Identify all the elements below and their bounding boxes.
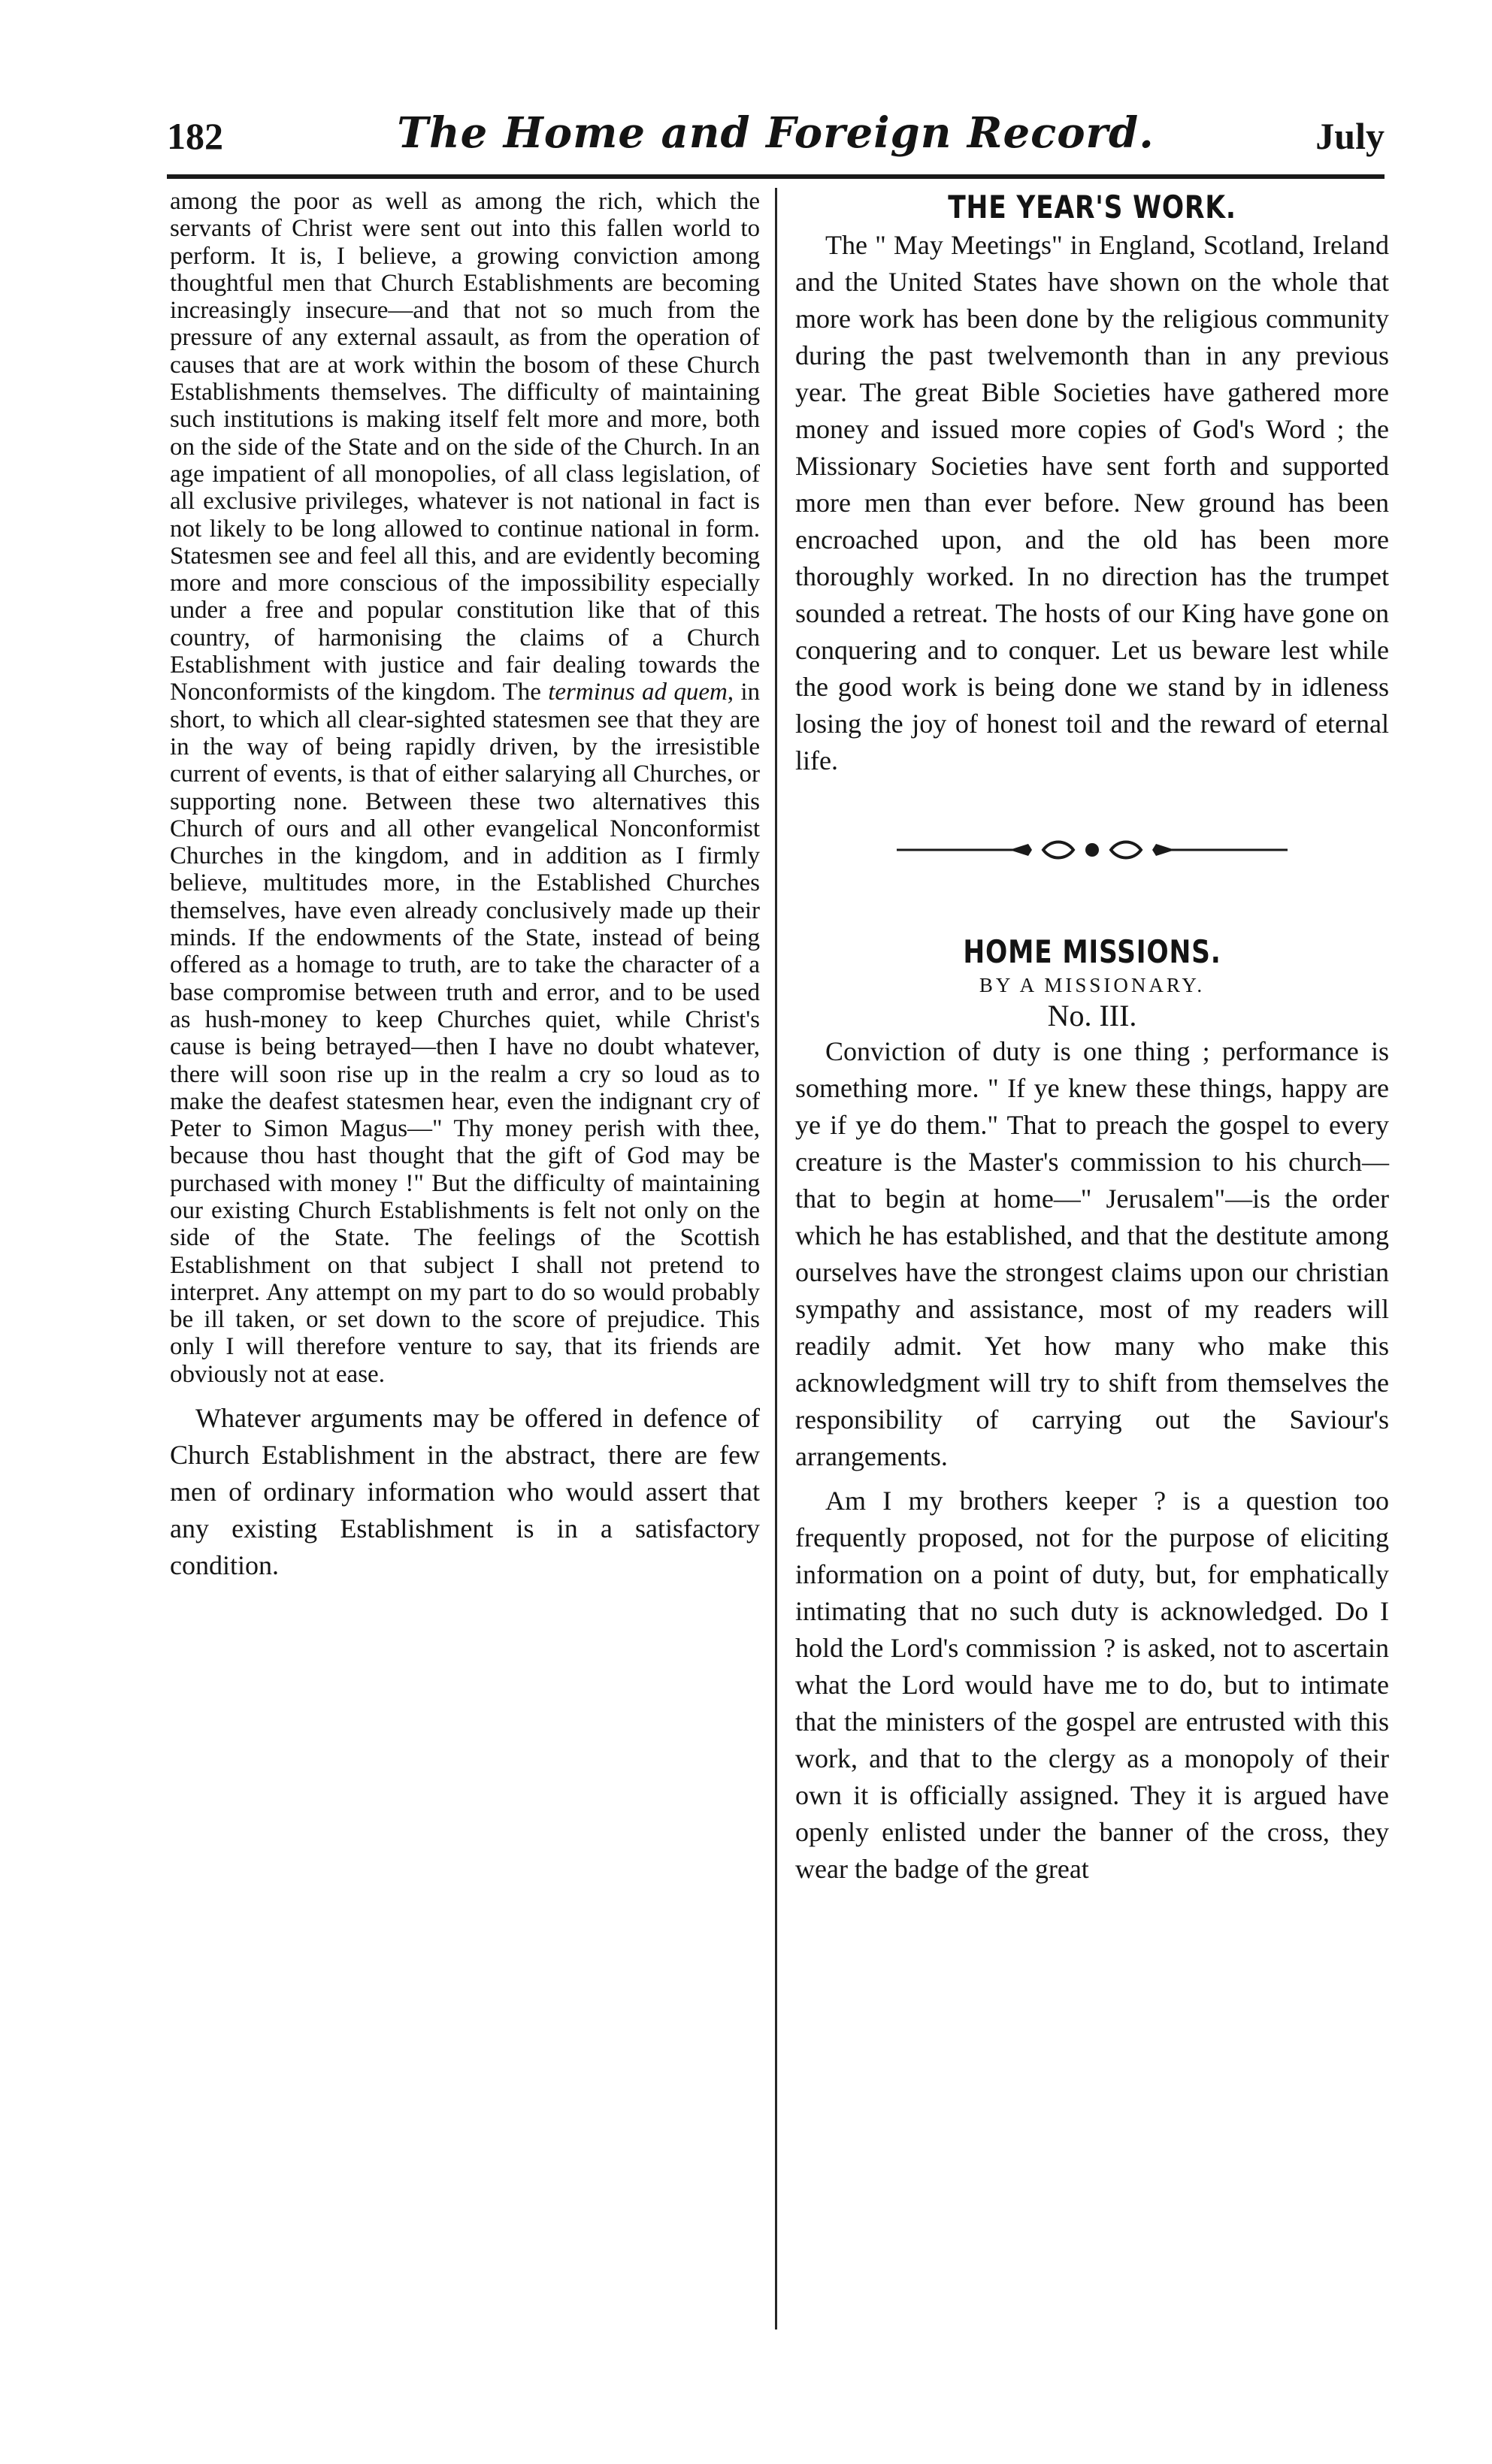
header-rule: [167, 174, 1385, 179]
column-divider: [775, 188, 777, 2329]
running-head: [167, 105, 1385, 173]
page-number: 182: [167, 115, 223, 157]
journal-title: The Home and Foreign Record.: [397, 108, 1155, 158]
home-missions-paragraph: Conviction of duty is one thing ; performance is something more. " If ye knew these things, happy are ye if ye do them." That to preach the gospel to every creature is the Master's commission to his church—that to begin at home—" Jerusalem"—is the order which he has established, and that the destitute among ourselves have the strongest claims upon our christian sympathy and assistance, most of my readers will readily admit. Yet how many who make this acknowledgment will try to shift from themselves the responsibility of carrying out the Saviour's arrangements.: [795, 1036, 1389, 1471]
left-column: [170, 188, 760, 1584]
decorative-rule-ornament-icon: [897, 835, 1288, 865]
home-missions-paragraph: Am I my brothers keeper ? is a question too frequently proposed, not for the purpose of eliciting information on a point of duty, but, for emphatically intimating that no such duty is acknowledged. Do I hold the Lord's commission ? is asked, not to ascertain what the Lord would have me to do, but to intimate that the ministers of the gospel are entrusted with this work, and that to the clergy as a monopoly of their own it is officially assigned. They it is argued have openly enlisted under the banner of the cross, they wear the badge of the great: [795, 1486, 1389, 1884]
byline: BY A MISSIONARY.: [979, 974, 1206, 996]
series-number: No. III.: [1047, 999, 1137, 1032]
continued-paragraph: [170, 188, 760, 1388]
right-column: [795, 188, 1389, 1888]
issue-month: July: [1315, 115, 1385, 157]
years-work-paragraph: The " May Meetings" in England, Scotland, Ireland and the United States have shown on the whole that more work has been done by the religious community during the past twelvemonth than in any previous year. The great Bible Societies have gathered more money and issued more copies of God's Word ; the Missionary Societies have sent forth and supported more men than ever before. New ground has been encroached upon, and the old has been more thoroughly worked. In no direction has the trumpet sounded a retreat. The hosts of our King have gone on conquering and to conquer. Let us beware lest while the good work is being done we stand by in idleness losing the joy of honest toil and the reward of eternal life.: [795, 230, 1389, 775]
paragraph-text-lead-in: The: [502, 679, 541, 706]
paragraph-text-continued: in short, to which all clear-sighted statesmen see that they are in the way of being rapidly driven, by the irresistible current of events, is that of either salarying all Churches, or supporting none. Between these two alternatives this Church of ours and all other evangelical Nonconformist Churches in the kingdom, and in addition as I firmly believe, multitudes more, in the Established Churches themselves, have even already conclusively made up their minds. If the endowments of the State, instead of being offered as a homage to truth, are to take the character of a base compromise between truth and error, and to be used as hush-money to keep Churches quiet, while Christ's cause is being betrayed—then I have no doubt whatever, there will soon rise up in the realm a cry so loud as to make the deafest statesmen hear, even the indignant cry of Peter to Simon Magus—" Thy money perish with thee, because thou hast thought that the gift of God may be purchased with money !" But the difficulty of maintaining our existing Church Establishments is felt not only on the side of the State. The feelings of the Scottish Establishment on that subject I shall not pretend to interpret. Any attempt on my part to do so would probably be ill taken, or set down to the score of prejudice. This only I will therefore venture to say, that its friends are obviously not at ease.: [170, 679, 761, 1388]
latin-phrase: terminus ad quem,: [548, 679, 734, 706]
paragraph: Whatever arguments may be offered in defence of Church Establishment in the abstract, there are few men of ordinary information who would assert that any existing Establishment is in a satisfactory condition.: [170, 1403, 760, 1581]
paragraph-text: among the poor as well as among the rich, which the servants of Christ were sent out into this fallen world to perform. It is, I believe, a growing conviction among thoughtful men that Church Establishments are becoming increasingly insecure—and that not so much from the pressure of any external assault, as from the operation of causes that are at work within the bosom of these Church Establishments themselves. The difficulty of maintaining such institutions is making itself felt more and more, both on the side of the State and on the side of the Church. In an age impatient of all monopolies, of all class legislation, of all exclusive privileges, whatever is not national in fact is not likely to be long allowed to continue national in form. Statesmen see and feel all this, and are evidently becoming more and more conscious of the impossibility especially under a free and popular constitution like that of this country, of harmonising the claims of a Church Establishment with justice and fair dealing towards the Nonconformists of the kingdom.: [170, 188, 760, 706]
home-missions-heading: HOME MISSIONS.: [963, 933, 1221, 970]
years-work-heading: THE YEAR'S WORK.: [948, 189, 1236, 225]
